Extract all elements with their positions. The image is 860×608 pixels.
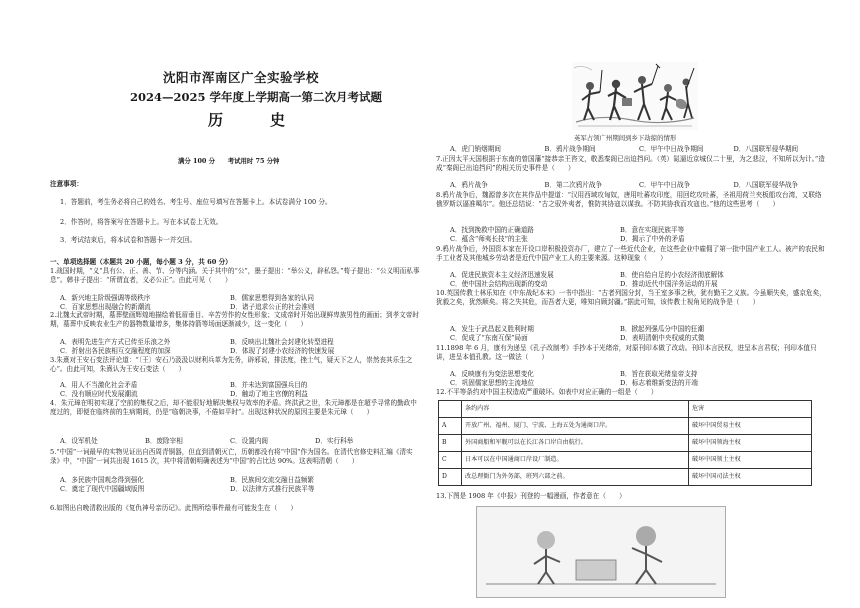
table-cell: 开放广州、福州、厦门、宁波、上海五处为通商口岸。 (462, 418, 689, 435)
option[interactable]: D．体现了封建小农经济的快速发展 (230, 346, 335, 355)
option[interactable]: A．用人不当激化社会矛盾 (60, 381, 138, 389)
option[interactable]: B．并未达到富国强兵目的 (230, 381, 308, 389)
option[interactable]: D．表明清朝中央权威的式微 (620, 333, 705, 342)
question-4-options (60, 437, 400, 446)
question-9-stem: 9.鸦片战争后，外国资本家在开设口岸积极投资办厂，建立了一些近代企业，在这些企业中雇佣了第一批中国产业工人。被产的农民和手工业者及其他城乡劳动者是近代中国产业工人的主要来源。这种现象（ ） (436, 245, 825, 262)
table-cell: A (439, 418, 462, 435)
question-1-options (60, 294, 400, 312)
option[interactable]: C．折射出各民族相互交融程度的加深 (60, 346, 171, 355)
option[interactable]: D．触动了地主官僚的利益 (230, 389, 308, 398)
option[interactable]: B．废除宰相 (145, 437, 183, 445)
question-11-options (450, 370, 790, 388)
score-time: 满分 100 分 考试用时 75 分钟 (178, 157, 280, 165)
option[interactable]: D．揭示了中外的矛盾 (620, 234, 685, 243)
question-10-options (450, 325, 790, 343)
question-4-stem: 4．朱元璋在明初实现了空前的集权之后，却不能很好地解决集权与效率的矛盾。终洪武之世，朱元璋都是在超乎寻常的勤政中度过的，即便在临终前的生病期间，仍是“临朝决事，不倦如平时”。出现这种状况的原因主要是朱元璋（ ） (50, 399, 417, 416)
table-cell: 改总理衙门为外务部，班列六部之前。 (462, 469, 689, 486)
table-cell: B (439, 435, 462, 452)
question-2-stem: 2.北魏太武帝时期，墓葬壁画辉煌地描绘着低眉垂目、辛苦劳作的女性形象；文成帝时开始出现鲜卑族男性的画面；到孝文帝时期，墓葬中反映农业生产的器物数量增多，集体持箭等场面逐渐减少，这一变化（ ） (50, 311, 419, 328)
table-cell: 破坏中国贸易主权 (689, 418, 812, 435)
question-7-stem: 7.正因太平天国根据于东南的曾国藩“接恭亲王咨文，敬悉秦阁已出迫挡问。（英）氮逼近京城仅二十里，为之悲泣，不知所以为计。”造成“秦阁已出迫挡问”的相关历史事件是（ ） (436, 155, 825, 172)
soldiers-plunder-illustration (572, 62, 698, 130)
question-12-table (438, 400, 812, 486)
option[interactable]: A．设军机处 (60, 437, 98, 445)
option[interactable]: A．反映康有为变法思想变化 (450, 370, 534, 378)
option[interactable]: C．设置内阁 (230, 437, 269, 445)
question-6-options (450, 145, 828, 154)
option[interactable]: A．发生于武昌起义胜利时期 (450, 325, 534, 333)
option[interactable]: D．诸子追求公正的社会准则 (230, 302, 315, 311)
option[interactable]: B．旨在获取光绪皇帝支持 (620, 370, 698, 378)
table-cell: 破坏中国领海主权 (689, 435, 812, 452)
notice-item-2: 2．作答时，将答案写在答题卡上。写在本试卷上无效。 (60, 218, 223, 226)
question-5-options (60, 476, 400, 494)
option[interactable]: A．虎门销烟期间 (450, 145, 501, 153)
option[interactable]: A．找到挽救中国的正确道路 (450, 226, 534, 234)
question-5-stem: 5.“中国”一词最早的实物见证出自西周青铜器，但直到清朝灭亡，历朝都没有将“中国”作为国名。在清代官修史料汇编《清实录》中，“中国”一词共出现 1615 次，其中将清朝明确表述为“中国”的占比达 90%。这表明清朝（ ） (50, 448, 413, 465)
table-cell: C (439, 452, 462, 469)
table-row (439, 418, 812, 435)
table-cell: 破坏中国领土主权 (689, 452, 812, 469)
question-13-stem: 13.下图是 1908 年《申报》刊登的一幅漫画，作者意在（ ） (436, 492, 626, 500)
table-cell: D (439, 469, 462, 486)
section-heading: 一、单项选择题（本题共 20 小题，每小题 3 分，共 60 分） (50, 258, 232, 266)
table-row (439, 435, 812, 452)
table-header-row (439, 401, 812, 418)
option[interactable]: B．使自给自足的小农经济彻底解体 (620, 271, 724, 279)
table-row (439, 452, 812, 469)
option[interactable]: D．八国联军侵华战争 (733, 181, 799, 189)
option[interactable]: D．八国联军侵华期间 (733, 145, 799, 153)
option[interactable]: A．新兴地主阶级强调等级秩序 (60, 294, 151, 302)
option[interactable]: C．巩固儒家思想的主流地位 (450, 378, 535, 387)
cartoon-image (476, 506, 726, 598)
illustration-caption: 英军占领广州期间到乡下劫掠的情形 (574, 134, 677, 142)
option[interactable]: A．表明先进生产方式已传至乐浪之外 (60, 338, 171, 346)
option[interactable]: A．多民族中国观念得到强化 (60, 476, 144, 484)
option[interactable]: C．促成了“东南互保”局面 (450, 333, 528, 342)
option[interactable]: D．以法律方式推行民族平等 (230, 484, 315, 493)
question-3-stem: 3.朱熹对王安石变法评论道：“〔王〕安石乃汲汲以财利兵革为先务，辟邪说，排法度，挫士气，疑天下之人，崇然丧其乐生之心”。由此可知，朱熹认为王安石变法（ ） (50, 356, 413, 373)
table-cell: 外国商船和军舰可以在长江各口岸自由航行。 (462, 435, 689, 452)
option[interactable]: D．标志着维新变法的开端 (620, 378, 698, 387)
option[interactable]: A．鸦片战争 (450, 181, 488, 189)
table-row (439, 469, 812, 486)
notice-title: 注意事项： (50, 180, 83, 188)
option[interactable]: C．蕴含“师夷长技”的主张 (450, 234, 528, 243)
option[interactable]: C．甲午中日战争期间 (639, 145, 704, 153)
option[interactable]: D．实行科举 (315, 437, 354, 445)
question-11-stem: 11.1898 年 6 月，康有为递呈《孔子改制考》手抄本于光绪帝，对原刊印本做了改动。刊印本言民权，进呈本言君权；刊印本值只讲，进呈本值孔教。这一做法（ ） (436, 344, 817, 361)
question-8-options (450, 226, 790, 244)
option[interactable]: D．推动近代中国洋务运动的开展 (620, 279, 718, 288)
question-9-options (450, 271, 790, 289)
question-3-options (60, 381, 400, 399)
option[interactable]: B．民族间交流交融日益频繁 (230, 476, 314, 484)
option[interactable]: C．没有顺应时代发展潮流 (60, 389, 138, 398)
question-12-stem: 12.不平等条约对中国主权造成严重破坏。如表中对应正确的一组是（ ） (436, 388, 658, 396)
question-6-stem: 6.如图出自晚清救出版的《复仇神号亲历记》。此图所绘事件最有可能发生在（ ） (50, 504, 297, 512)
option[interactable]: B．意在实现民族平等 (620, 226, 685, 234)
table-header-cell (439, 401, 462, 418)
option[interactable]: B．掀起列强瓜分中国的狂潮 (620, 325, 704, 333)
option[interactable]: B．反映出北魏社会封建化转型进程 (230, 338, 334, 346)
option[interactable]: C．使中国社会结构出现新的变动 (450, 279, 548, 288)
table-header-cell: 危害 (689, 401, 812, 418)
option[interactable]: B．儒家思想得到各家的认同 (230, 294, 314, 302)
school-name: 沈阳市浑南区广全实验学校 (163, 70, 320, 85)
option[interactable]: A．促进民族资本主义经济迅速发展 (450, 271, 554, 279)
question-2-options (60, 338, 400, 356)
notice-item-3: 3．考试结束后，将本试卷和答题卡一并交回。 (60, 236, 197, 244)
table-cell: 日本可以在中国通商口岸设厂制造。 (462, 452, 689, 469)
table-header-cell: 条约内容 (462, 401, 689, 418)
option[interactable]: C．奠定了现代中国疆域版图 (60, 484, 145, 493)
option[interactable]: C．甲午中日战争 (639, 181, 691, 189)
subject-title: 历 史 (208, 111, 302, 129)
notice-item-1: 1．答题前，考生务必将自己的姓名、考生号、座位号填写在答题卡上。本试卷满分 100 分。 (60, 198, 332, 206)
option[interactable]: C．百家思想出现融合的新潮流 (60, 302, 151, 311)
question-1-stem: 1.战国时期，“义”具有公、正、善、节、分等内涵。关于其中的“公”，墨子提出：“举公义，辟私怨。”荀子提出：“公义明而私事息”。韩非子提出：“所谓直者，义必公正”。由此可见（ ） (50, 267, 420, 284)
question-8-stem: 8.鸦片战争后，魏源曾多次在其作品中提道：“汉用西域攻匈奴，唐用吐蕃攻印度，用回纥攻吐蕃，圣祖用荷兰夹板船攻台湾，又联络俄罗斯以逼准噶尔”。他还总结说：“古之驭外夷者，惟防其协寇以谋我。不防其协我而攻寇也。”他的这些思考（ ） (436, 191, 822, 208)
question-10-stem: 10.英国传教士林乐知在《中东战纪本末》一书中指出：“古者列国分封，当王室多事之秋，犹有勤王之义族。今虽顺失矣，盛京危矣，犹毅之矣，犹然顺矣。将之失其危，而吾者大更，唯知自顾封疆。”据此可知，该传教士视角见的战争是（ ） (436, 289, 826, 306)
table-cell: 破坏中国司法主权 (689, 469, 812, 486)
question-7-options (450, 181, 828, 190)
exam-title: 2024—2025 学年度上学期高一第二次月考试题 (130, 90, 383, 104)
option[interactable]: B．第二次鸦片战争 (544, 181, 603, 189)
option[interactable]: B．鸦片战争期间 (544, 145, 596, 153)
